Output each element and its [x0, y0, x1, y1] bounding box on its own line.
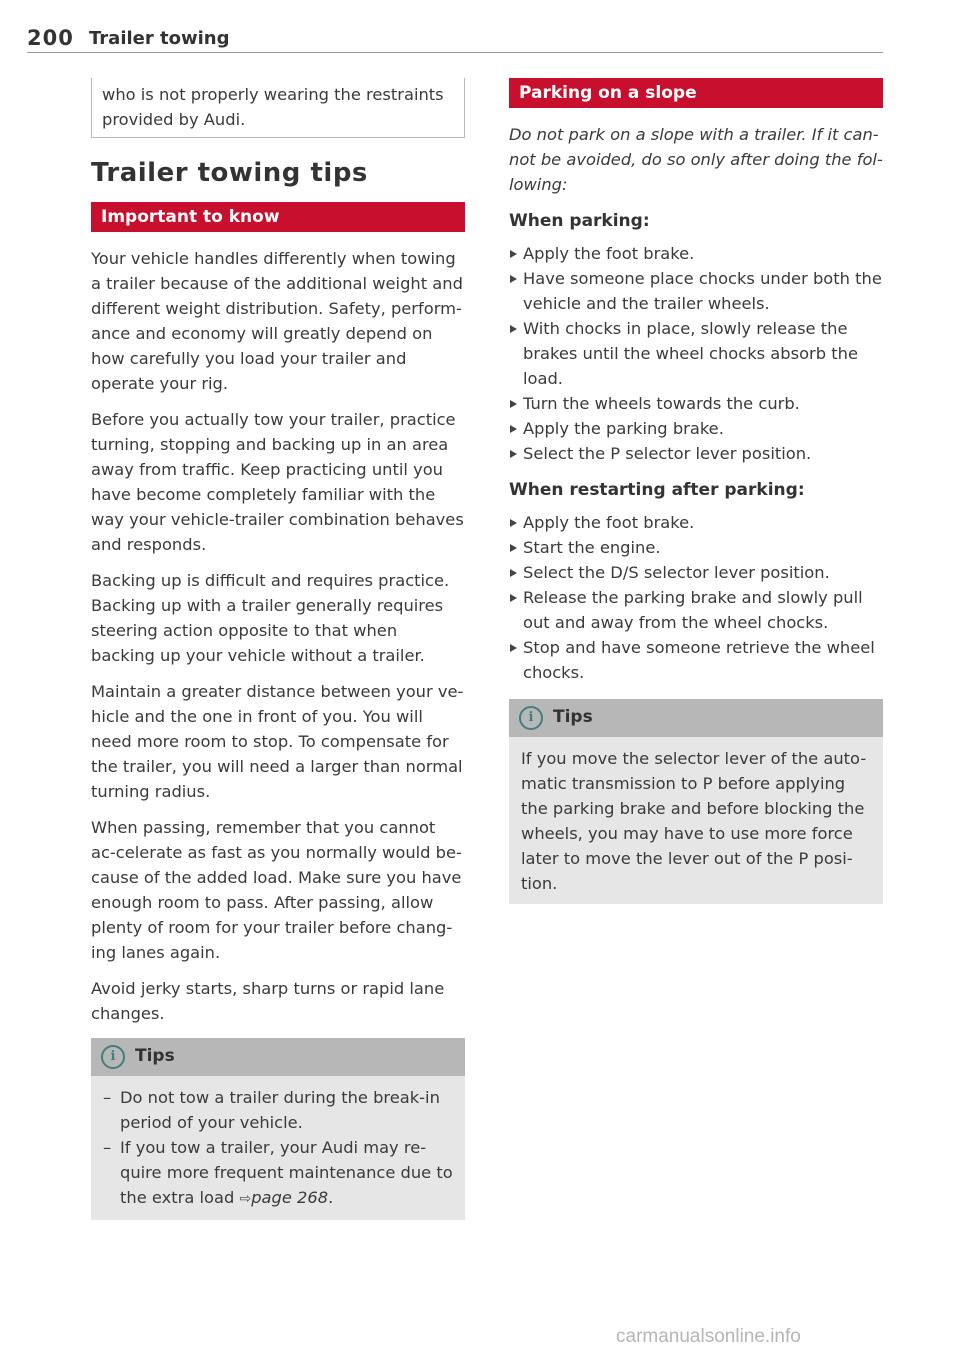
paragraph: Backing up is difficult and requires practice. Backing up with a trailer generally requires steering action opposite to that when backing up your vehicle without a trailer. [91, 571, 450, 665]
step-item: With chocks in place, slowly release the brakes until the wheel chocks absorb the load. [509, 316, 883, 391]
step-item: Select the D/S selector lever position. [509, 560, 883, 585]
restart-heading: When restarting after parking: [509, 480, 805, 500]
step-item: Apply the foot brake. [509, 241, 883, 266]
tips-title: Tips [553, 707, 593, 727]
tips-item-text: If you tow a trailer, your Audi may re-quire more frequent maintenance due to the extra load [120, 1138, 453, 1207]
tips-item [103, 1135, 453, 1212]
paragraph: When passing, remember that you cannot ac-celerate as fast as you normally would be-cause of the added load. Make sure you have enough room to pass. After passing, allow plenty of room for your trailer before chang-ing lanes again. [91, 818, 462, 962]
parking-steps [509, 241, 883, 466]
right-column [509, 78, 883, 904]
page-reference-link[interactable]: page 268 [251, 1188, 329, 1207]
arrow-right-icon: ⇨ [239, 1191, 252, 1207]
tips-header [509, 699, 883, 737]
watermark: carmanualsonline.info [616, 1326, 801, 1347]
step-item: Start the engine. [509, 535, 883, 560]
tips-header [91, 1038, 465, 1076]
tips-item-end: . [328, 1188, 334, 1207]
tips-body: If you move the selector lever of the auto-matic transmission to P before applying the parking brake and before blocking the wheels, you may have to use more force later to move the lever out of the P posi-tion. [521, 749, 867, 893]
step-item: Have someone place chocks under both the vehicle and the trailer wheels. [509, 266, 883, 316]
section-name: Trailer towing [89, 28, 230, 49]
continuation-box: who is not properly wearing the restraints provided by Audi. [91, 78, 465, 138]
page-header [27, 22, 883, 53]
info-icon: i [519, 706, 543, 730]
step-item: Turn the wheels towards the curb. [509, 391, 883, 416]
tips-title: Tips [135, 1046, 175, 1066]
info-icon: i [101, 1045, 125, 1069]
parking-heading: When parking: [509, 211, 650, 231]
left-column [91, 78, 465, 1220]
subsection-bar-parking: Parking on a slope [509, 78, 883, 108]
paragraph: Avoid jerky starts, sharp turns or rapid lane changes. [91, 979, 445, 1023]
step-item: Select the P selector lever position. [509, 441, 883, 466]
tips-box [509, 699, 883, 904]
step-item: Apply the foot brake. [509, 510, 883, 535]
section-title: Trailer towing tips [91, 158, 368, 188]
tips-body [91, 1076, 465, 1220]
paragraph: Before you actually tow your trailer, practice turning, stopping and backing up in an area away from traffic. Keep practicing until you have become completely familiar with the way your vehicle-trailer combination behaves and responds. [91, 410, 464, 554]
step-item: Release the parking brake and slowly pull out and away from the wheel chocks. [509, 585, 883, 635]
tips-box [91, 1038, 465, 1220]
restart-steps [509, 510, 883, 685]
step-item: Apply the parking brake. [509, 416, 883, 441]
tips-item: – Do not tow a trailer during the break-in period of your vehicle. [103, 1085, 453, 1135]
page-number: 200 [27, 26, 74, 50]
paragraph: Your vehicle handles differently when towing a trailer because of the additional weight and different weight distribution. Safety, perform-ance and economy will greatly depend on how carefully you load your trailer and operate your rig. [91, 249, 463, 393]
subsection-bar-important: Important to know [91, 202, 465, 232]
step-item: Stop and have someone retrieve the wheel chocks. [509, 635, 883, 685]
paragraph: Maintain a greater distance between your ve-hicle and the one in front of you. You will need more room to stop. To compensate for the trailer, you will need a larger than normal turning radius. [91, 682, 464, 801]
intro-text: Do not park on a slope with a trailer. If it can-not be avoided, do so only after doing the fol-lowing: [509, 125, 883, 194]
